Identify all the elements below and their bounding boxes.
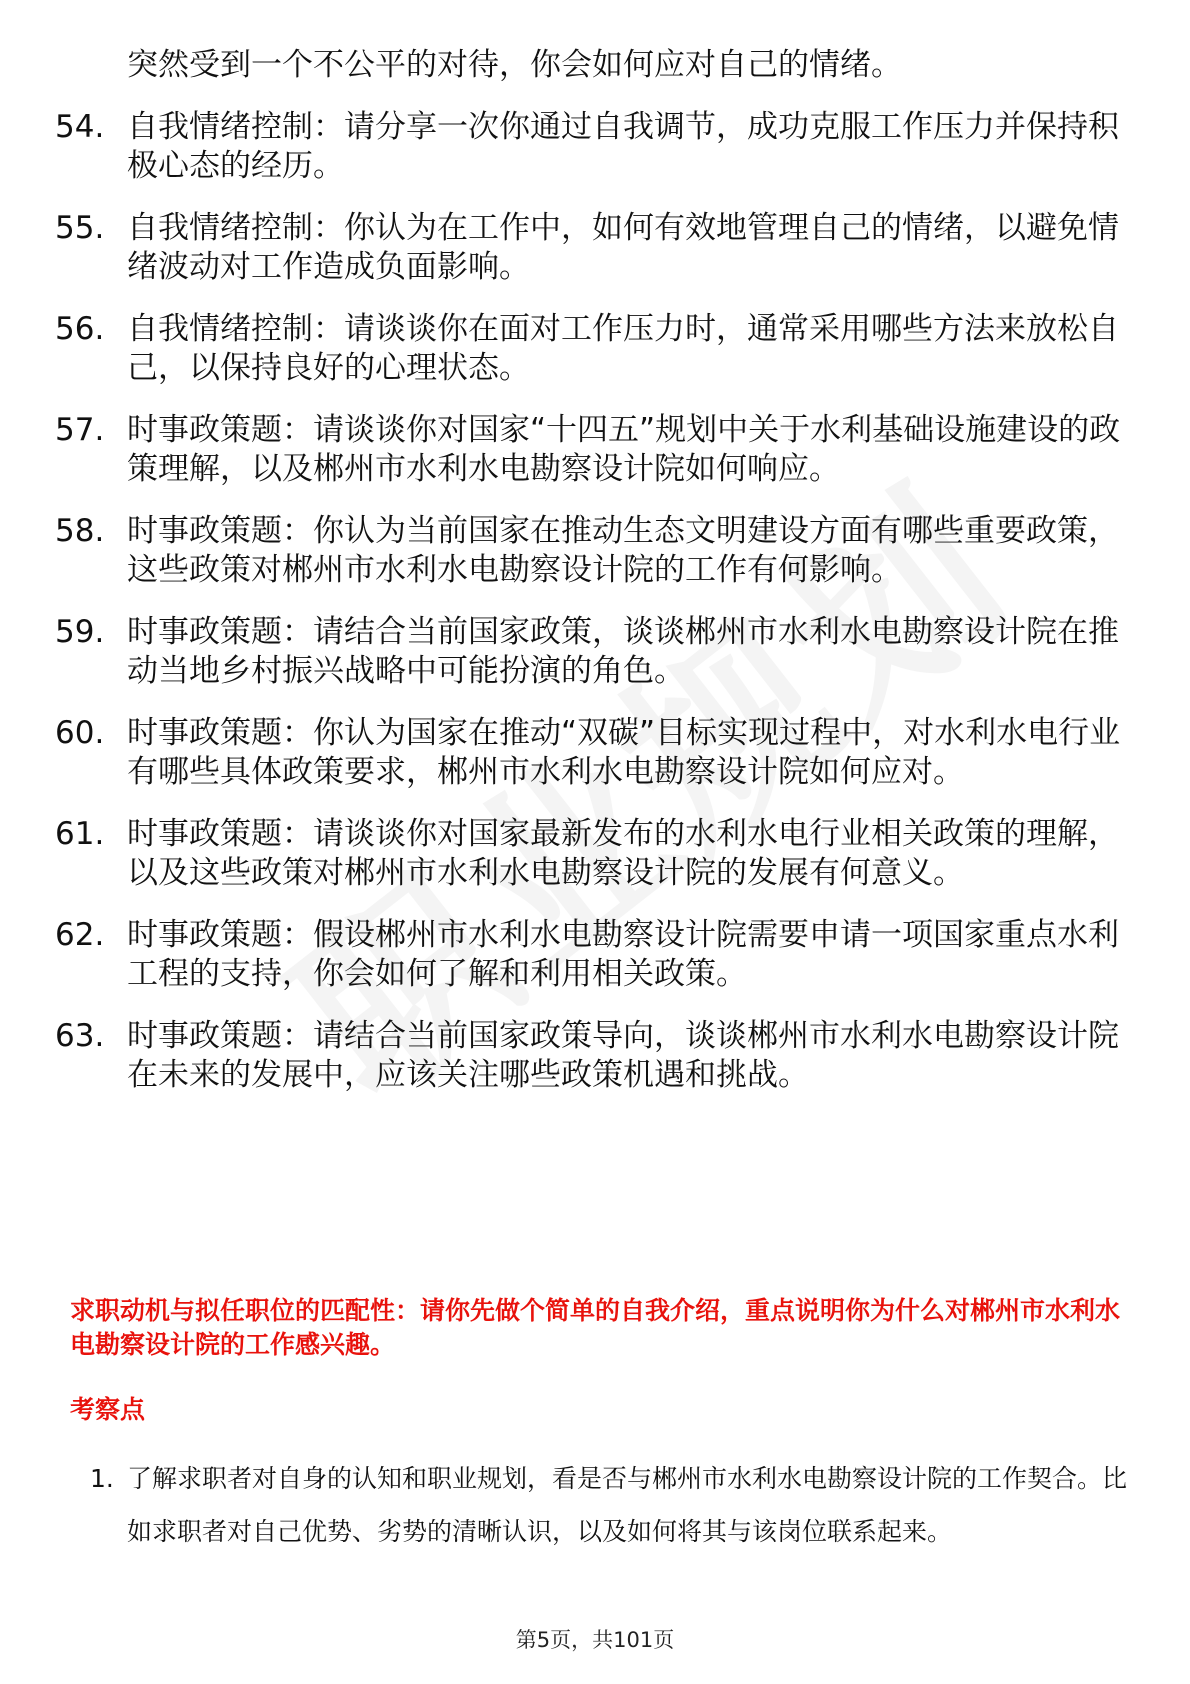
question-number: 58. xyxy=(55,512,105,549)
question-number: 61. xyxy=(55,815,105,852)
assessment-point xyxy=(70,1452,1130,1558)
question-number: 60. xyxy=(55,714,105,751)
question-number: 57. xyxy=(55,411,105,448)
question-list xyxy=(55,46,1135,1118)
question-text: 时事政策题：请谈谈你对国家“十四五”规划中关于水利基础设施建设的政策理解，以及郴州市水利水电勘察设计院如何响应。 xyxy=(127,411,1121,487)
section-heading: 求职动机与拟任职位的匹配性：请你先做个简单的自我介绍，重点说明你为什么对郴州市水利水电勘察设计院的工作感兴趣。 xyxy=(70,1296,1121,1359)
question-text: 自我情绪控制：请分享一次你通过自我调节，成功克服工作压力并保持积极心态的经历。 xyxy=(127,108,1119,184)
question-text: 自我情绪控制：请谈谈你在面对工作压力时，通常采用哪些方法来放松自己，以保持良好的心理状态。 xyxy=(127,310,1119,386)
point-text: 了解求职者对自身的认知和职业规划，看是否与郴州市水利水电勘察设计院的工作契合。比如求职者对自己优势、劣势的清晰认识，以及如何将其与该岗位联系起来。 xyxy=(127,1464,1128,1546)
question-item xyxy=(55,209,1135,288)
question-number: 55. xyxy=(55,209,105,246)
question-item xyxy=(55,411,1135,490)
question-item xyxy=(55,916,1135,995)
question-item xyxy=(55,1017,1135,1096)
question-number: 56. xyxy=(55,310,105,347)
question-item xyxy=(55,512,1135,591)
question-number: 54. xyxy=(55,108,105,145)
question-text: 时事政策题：你认为国家在推动“双碳”目标实现过程中，对水利水电行业有哪些具体政策要求，郴州市水利水电勘察设计院如何应对。 xyxy=(127,714,1121,790)
question-text: 时事政策题：请谈谈你对国家最新发布的水利水电行业相关政策的理解，以及这些政策对郴州市水利水电勘察设计院的发展有何意义。 xyxy=(127,815,1119,891)
question-item xyxy=(55,108,1135,187)
question-text: 时事政策题：请结合当前国家政策导向，谈谈郴州市水利水电勘察设计院在未来的发展中，应该关注哪些政策机遇和挑战。 xyxy=(127,1017,1119,1093)
assessment-points xyxy=(70,1452,1130,1558)
question-number: 59. xyxy=(55,613,105,650)
question-number: 63. xyxy=(55,1017,105,1054)
point-number: 1. xyxy=(90,1464,114,1493)
question-item xyxy=(55,613,1135,692)
question-text: 时事政策题：你认为当前国家在推动生态文明建设方面有哪些重要政策，这些政策对郴州市水利水电勘察设计院的工作有何影响。 xyxy=(127,512,1119,588)
question-item xyxy=(55,714,1135,793)
question-item-continued xyxy=(55,46,1135,86)
question-item xyxy=(55,310,1135,389)
question-number: 62. xyxy=(55,916,105,953)
question-text: 时事政策题：请结合当前国家政策，谈谈郴州市水利水电勘察设计院在推动当地乡村振兴战略中可能扮演的角色。 xyxy=(127,613,1119,689)
question-item xyxy=(55,815,1135,894)
question-text: 突然受到一个不公平的对待，你会如何应对自己的情绪。 xyxy=(127,47,902,83)
question-text: 自我情绪控制：你认为在工作中，如何有效地管理自己的情绪，以避免情绪波动对工作造成负面影响。 xyxy=(127,209,1119,285)
page-footer: 第5页，共101页 xyxy=(515,1628,675,1652)
section-subheading: 考察点 xyxy=(70,1395,146,1424)
question-text: 时事政策题：假设郴州市水利水电勘察设计院需要申请一项国家重点水利工程的支持，你会如何了解和利用相关政策。 xyxy=(127,916,1119,992)
